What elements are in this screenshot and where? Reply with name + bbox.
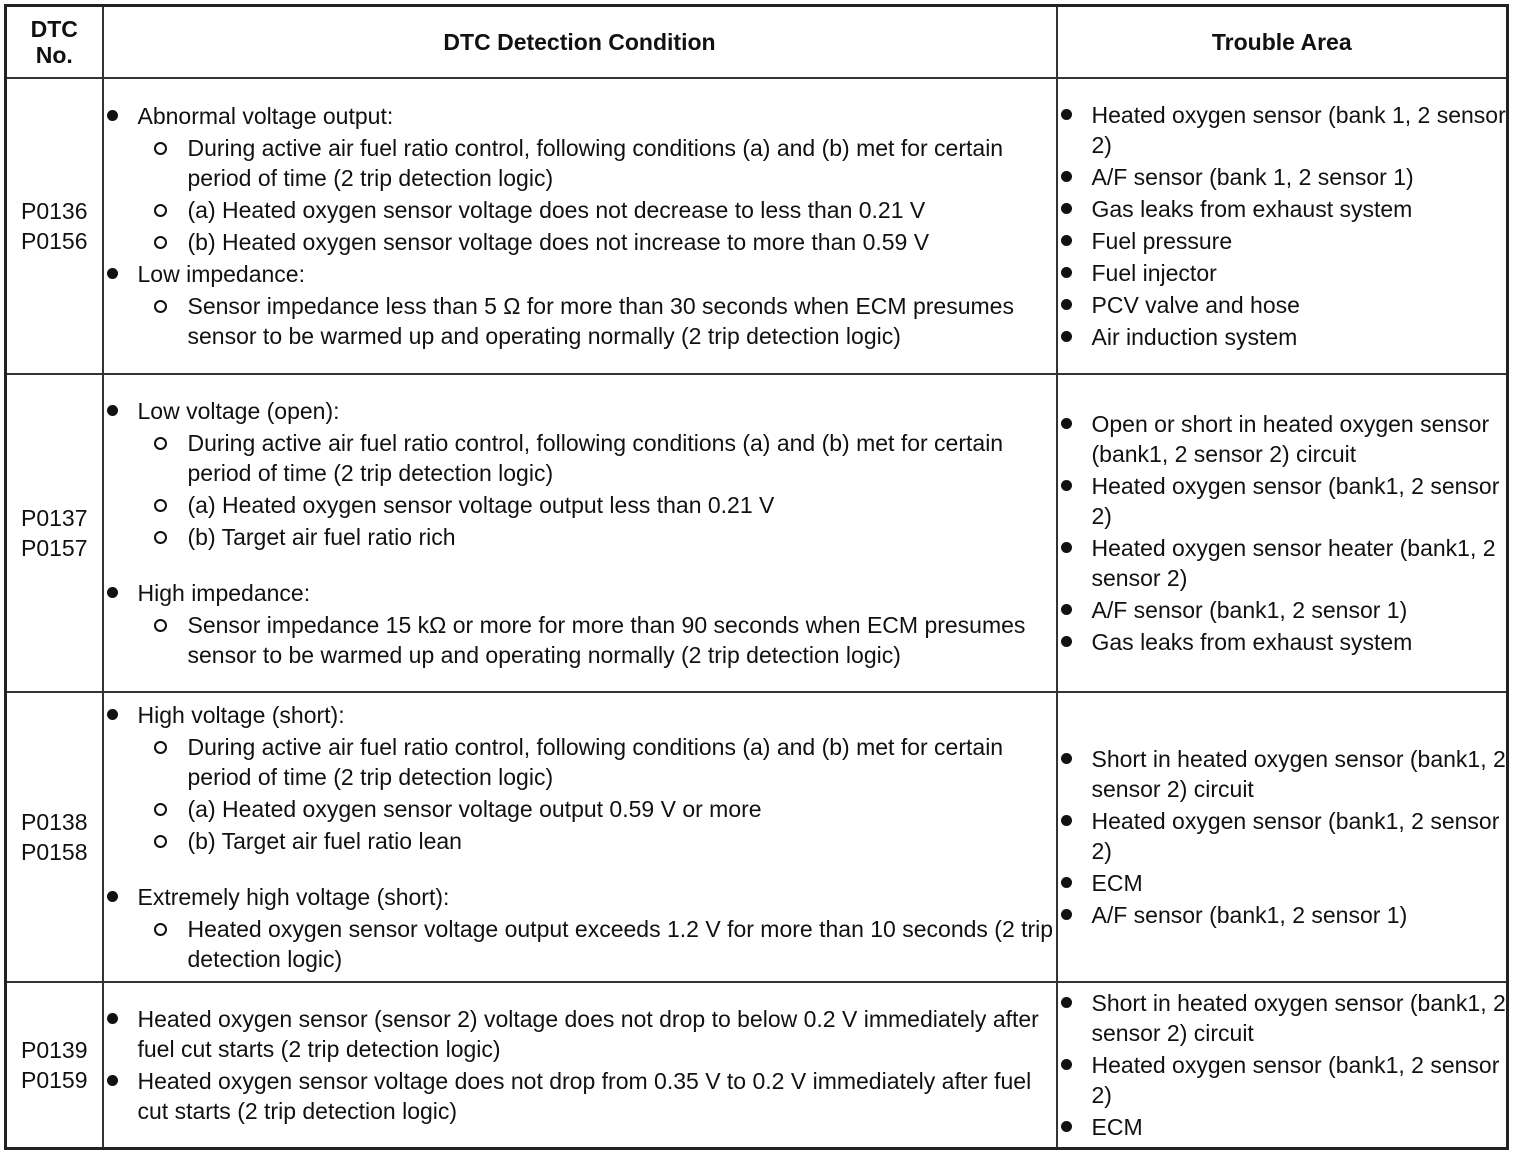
spacer: [104, 554, 1056, 576]
condition-subitem: (b) Target air fuel ratio rich: [104, 522, 1056, 552]
trouble-area-item: ECM: [1058, 1112, 1507, 1142]
dtc-code-cell: P0139 P0159: [6, 982, 103, 1149]
condition-subitem: Heated oxygen sensor voltage output exceeds 1.2 V for more than 10 seconds (2 trip detection logic): [104, 914, 1056, 974]
condition-cell: [103, 78, 1057, 374]
condition-item: Heated oxygen sensor voltage does not drop from 0.35 V to 0.2 V immediately after fuel cut starts (2 trip detection logic): [104, 1066, 1056, 1126]
header-row: [6, 6, 1508, 78]
condition-item: Abnormal voltage output:: [104, 101, 1056, 131]
trouble-area-item: PCV valve and hose: [1058, 290, 1507, 320]
trouble-area-item: Fuel pressure: [1058, 226, 1507, 256]
trouble-area-cell: [1057, 982, 1508, 1149]
header-dtc-no: DTC No.: [6, 6, 103, 78]
trouble-area-item: Heated oxygen sensor (bank1, 2 sensor 2): [1058, 471, 1507, 531]
condition-item: High impedance:: [104, 578, 1056, 608]
condition-item: High voltage (short):: [104, 700, 1056, 730]
table-row: [6, 692, 1508, 982]
condition-subitem: (a) Heated oxygen sensor voltage output 0.59 V or more: [104, 794, 1056, 824]
condition-subitem: Sensor impedance 15 kΩ or more for more than 90 seconds when ECM presumes sensor to be warmed up and operating normally (2 trip detection logic): [104, 610, 1056, 670]
dtc-table: [4, 4, 1509, 1150]
trouble-area-item: Fuel injector: [1058, 258, 1507, 288]
header-trouble-area: Trouble Area: [1057, 6, 1508, 78]
spacer: [104, 858, 1056, 880]
dtc-code-cell: P0137 P0157: [6, 374, 103, 692]
trouble-area-item: ECM: [1058, 868, 1507, 898]
condition-subitem: (a) Heated oxygen sensor voltage does not decrease to less than 0.21 V: [104, 195, 1056, 225]
table-row: [6, 78, 1508, 374]
condition-subitem: (b) Target air fuel ratio lean: [104, 826, 1056, 856]
condition-subitem: (a) Heated oxygen sensor voltage output less than 0.21 V: [104, 490, 1056, 520]
trouble-area-item: Heated oxygen sensor heater (bank1, 2 sensor 2): [1058, 533, 1507, 593]
condition-subitem: (b) Heated oxygen sensor voltage does not increase to more than 0.59 V: [104, 227, 1056, 257]
condition-item: Low impedance:: [104, 259, 1056, 289]
trouble-area-item: Gas leaks from exhaust system: [1058, 627, 1507, 657]
trouble-area-item: A/F sensor (bank1, 2 sensor 1): [1058, 595, 1507, 625]
trouble-area-item: Gas leaks from exhaust system: [1058, 194, 1507, 224]
condition-item: Low voltage (open):: [104, 396, 1056, 426]
condition-subitem: Sensor impedance less than 5 Ω for more than 30 seconds when ECM presumes sensor to be warmed up and operating normally (2 trip detection logic): [104, 291, 1056, 351]
dtc-code-cell: P0138 P0158: [6, 692, 103, 982]
condition-cell: [103, 692, 1057, 982]
condition-item: Heated oxygen sensor (sensor 2) voltage does not drop to below 0.2 V immediately after fuel cut starts (2 trip detection logic): [104, 1004, 1056, 1064]
trouble-area-item: Short in heated oxygen sensor (bank1, 2 sensor 2) circuit: [1058, 988, 1507, 1048]
trouble-area-cell: [1057, 78, 1508, 374]
table-row: [6, 374, 1508, 692]
trouble-area-item: A/F sensor (bank 1, 2 sensor 1): [1058, 162, 1507, 192]
trouble-area-item: Short in heated oxygen sensor (bank1, 2 sensor 2) circuit: [1058, 744, 1507, 804]
trouble-area-cell: [1057, 374, 1508, 692]
condition-subitem: During active air fuel ratio control, following conditions (a) and (b) met for certain period of time (2 trip detection logic): [104, 732, 1056, 792]
trouble-area-item: Air induction system: [1058, 322, 1507, 352]
header-detection-condition: DTC Detection Condition: [103, 6, 1057, 78]
condition-subitem: During active air fuel ratio control, following conditions (a) and (b) met for certain period of time (2 trip detection logic): [104, 428, 1056, 488]
trouble-area-item: Heated oxygen sensor (bank1, 2 sensor 2): [1058, 806, 1507, 866]
trouble-area-item: Heated oxygen sensor (bank 1, 2 sensor 2): [1058, 100, 1507, 160]
condition-subitem: During active air fuel ratio control, following conditions (a) and (b) met for certain period of time (2 trip detection logic): [104, 133, 1056, 193]
dtc-code-cell: P0136 P0156: [6, 78, 103, 374]
condition-cell: [103, 982, 1057, 1149]
table-row: [6, 982, 1508, 1149]
trouble-area-cell: [1057, 692, 1508, 982]
trouble-area-item: Heated oxygen sensor (bank1, 2 sensor 2): [1058, 1050, 1507, 1110]
trouble-area-item: A/F sensor (bank1, 2 sensor 1): [1058, 900, 1507, 930]
condition-item: Extremely high voltage (short):: [104, 882, 1056, 912]
condition-cell: [103, 374, 1057, 692]
trouble-area-item: Open or short in heated oxygen sensor (bank1, 2 sensor 2) circuit: [1058, 409, 1507, 469]
